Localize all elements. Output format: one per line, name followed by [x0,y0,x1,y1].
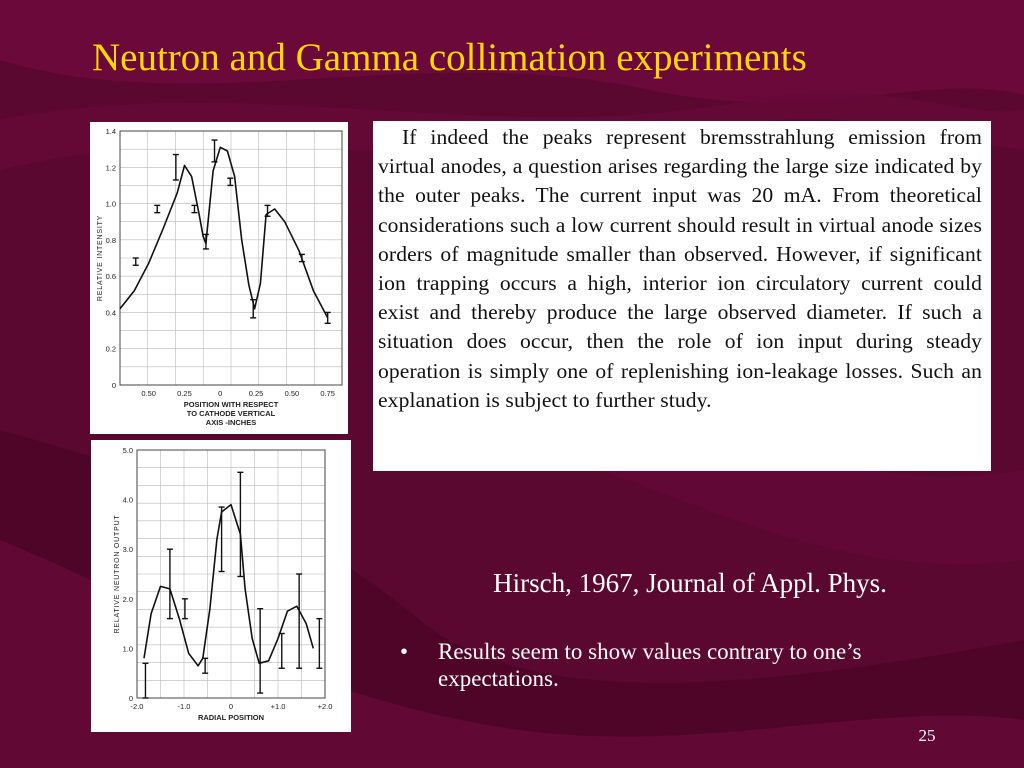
y-tick-label: 0.2 [105,344,116,354]
neutron-output-chart-panel [91,440,351,732]
x-tick-label: -1.0 [177,702,191,711]
x-tick-label: 0 [228,702,234,711]
x-tick-label: +1.0 [270,702,286,711]
x-tick-label: +2.0 [317,702,333,711]
series-line [120,147,328,318]
paper-excerpt [373,121,991,471]
y-tick-label: 4.0 [122,495,133,505]
y-tick-label: 1.2 [105,163,116,173]
bullet-marker: • [400,639,409,664]
x-tick-label: -2.0 [130,702,144,711]
bullet-item: Results seem to show values contrary to one’s expectations. [438,639,862,691]
neutron-output-chart [91,440,351,732]
x-axis-label: AXIS -INCHES [205,418,257,427]
y-tick-label: 2.0 [122,594,133,604]
y-tick-label: 1.0 [122,644,133,654]
y-axis-label: RELATIVE INTENSITY [97,214,104,302]
intensity-chart [90,122,348,434]
slide-title: Neutron and Gamma collimation experiments [92,36,807,79]
x-axis-label: RADIAL POSITION [197,713,265,722]
y-tick-label: 3.0 [122,545,133,555]
x-tick-label: 0.25 [248,389,264,398]
y-axis-label: RELATIVE NEUTRON OUTPUT [114,514,121,634]
slide-number: 25 [918,726,936,745]
excerpt-paragraph: If indeed the peaks represent bremsstrahlung emission from virtual anodes, a question arises regarding the large size indicated by the outer peaks. The current input was 20 mA. From theoretical considerations such a low current should result in virtual anode sizes orders of magnitude smaller than observed. However, if significant ion trapping occurs a high, interior ion circulatory current could exist and thereby produce the large observed diameter. If such a situation does occur, then the role of ion input during steady operation is simply one of replenishing ion-leakage losses. Such an explanation is subject to further study. [378,125,982,412]
x-tick-label: 0.50 [284,389,300,398]
x-tick-label: 0.25 [177,389,192,398]
x-axis-label: POSITION WITH RESPECT [183,400,279,409]
x-tick-label: 0.50 [141,389,156,398]
y-tick-label: 0 [128,694,133,703]
y-tick-label: 0 [111,381,116,390]
intensity-chart-panel [90,122,348,434]
y-tick-label: 5.0 [122,446,133,455]
y-tick-label: 1.0 [105,199,116,209]
y-tick-label: 0.4 [105,308,116,318]
y-tick-label: 0.8 [105,235,116,245]
citation: Hirsch, 1967, Journal of Appl. Phys. [493,568,887,598]
x-axis-label: TO CATHODE VERTICAL [186,409,276,418]
y-tick-label: 0.6 [105,272,116,282]
x-tick-label: 0 [218,389,223,398]
x-tick-label: 0.75 [320,389,335,398]
y-tick-label: 1.4 [105,127,116,136]
